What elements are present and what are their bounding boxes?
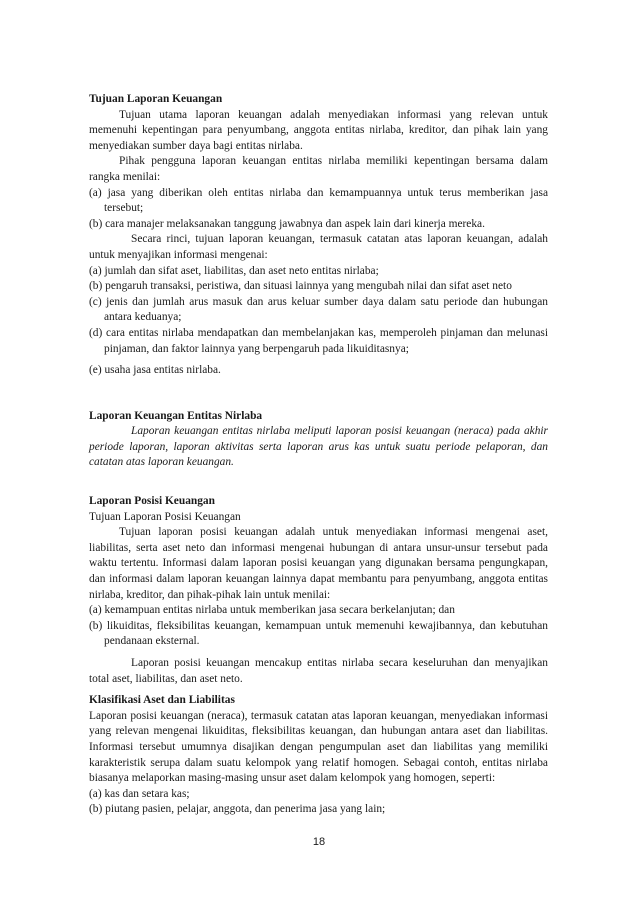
page-number: 18 bbox=[312, 836, 326, 848]
list-item: (e) usaha jasa entitas nirlaba. bbox=[89, 364, 221, 377]
document-page bbox=[89, 92, 548, 818]
paragraph: Secara rinci, tujuan laporan keuangan, termasuk catatan atas laporan keuangan, adalah untuk menyajikan informasi mengenai: bbox=[89, 233, 548, 261]
paragraph: Laporan posisi keuangan mencakup entitas nirlaba secara keseluruhan dan menyajikan total aset, liabilitas, dan aset neto. bbox=[89, 657, 548, 685]
section-heading-tujuan: Tujuan Laporan Keuangan bbox=[89, 93, 223, 105]
list-item: (b) cara manajer melaksanakan tanggung jawabnya dan aspek lain dari kinerja mereka. bbox=[89, 217, 485, 230]
paragraph: Laporan keuangan entitas nirlaba meliputi laporan posisi keuangan (neraca) pada akhir periode laporan, laporan aktivitas serta laporan arus kas untuk suatu periode pelaporan, dan catatan atas laporan keuangan. bbox=[89, 425, 548, 469]
list-item: (a) kemampuan entitas nirlaba untuk memberikan jasa secara berkelanjutan; dan bbox=[89, 604, 455, 617]
section-heading-posisi: Laporan Posisi Keuangan bbox=[89, 495, 215, 508]
paragraph: Pihak pengguna laporan keuangan entitas nirlaba memiliki kepentingan bersama dalam rangka menilai: bbox=[89, 155, 548, 183]
list-item: (d) cara entitas nirlaba mendapatkan dan membelanjakan kas, memperoleh pinjaman dan melunasi pinjaman, dan faktor lainnya yang berpengaruh pada likuiditasnya; bbox=[89, 326, 548, 355]
list-item: (b) piutang pasien, pelajar, anggota, dan penerima jasa yang lain; bbox=[89, 803, 386, 816]
list-item: (a) jasa yang diberikan oleh entitas nirlaba dan kemampuannya untuk terus memberikan jasa tersebut; bbox=[89, 186, 548, 215]
paragraph: Tujuan utama laporan keuangan adalah menyediakan informasi yang relevan untuk memenuhi kepentingan para penyumbang, anggota entitas nirlaba, kreditor, dan pihak lain yang menyediakan sumber daya bagi entitas nirlaba. bbox=[89, 108, 548, 152]
list-item: (c) jenis dan jumlah arus masuk dan arus keluar sumber daya dalam satu periode dan hubungan antara keduanya; bbox=[89, 295, 548, 324]
subheading: Tujuan Laporan Posisi Keuangan bbox=[89, 510, 241, 523]
list-item: (b) likuiditas, fleksibilitas keuangan, kemampuan untuk memenuhi kewajibannya, dan kebutuhan pendanaan eksternal. bbox=[89, 619, 548, 648]
paragraph: Tujuan laporan posisi keuangan adalah untuk menyediakan informasi mengenai aset, liabilitas, serta aset neto dan informasi mengenai hubungan di antara unsur-unsur tersebut pada waktu tertentu. Informasi dalam laporan posisi keuangan yang digunakan bersama pengungkapan, dan informasi dalam laporan keuangan lainnya dapat membantu para penyumbang, anggota entitas nirlaba, kreditor, dan pihak-pihak lain untuk menilai: bbox=[89, 526, 548, 601]
paragraph: Laporan posisi keuangan (neraca), termasuk catatan atas laporan keuangan, menyediakan informasi yang relevan mengenai likuiditas, fleksibilitas keuangan, dan hubungan antara aset dan liabilitas. Informasi tersebut umumnya disajikan dengan pengumpulan aset dan liabilitas yang memiliki karakteristik serupa dalam suatu kelompok yang relatif homogen. Sebagai contoh, entitas nirlaba biasanya melaporkan masing-masing unsur aset dalam kelompok yang homogen, seperti: bbox=[89, 709, 548, 785]
section-heading-entitas: Laporan Keuangan Entitas Nirlaba bbox=[89, 409, 263, 422]
list-item: (a) kas dan setara kas; bbox=[89, 787, 190, 800]
list-item: (b) pengaruh transaksi, peristiwa, dan situasi lainnya yang mengubah nilai dan sifat aset neto bbox=[89, 280, 512, 293]
section-heading-klasifikasi: Klasifikasi Aset dan Liabilitas bbox=[89, 694, 235, 707]
list-item: (a) jumlah dan sifat aset, liabilitas, dan aset neto entitas nirlaba; bbox=[89, 264, 379, 277]
